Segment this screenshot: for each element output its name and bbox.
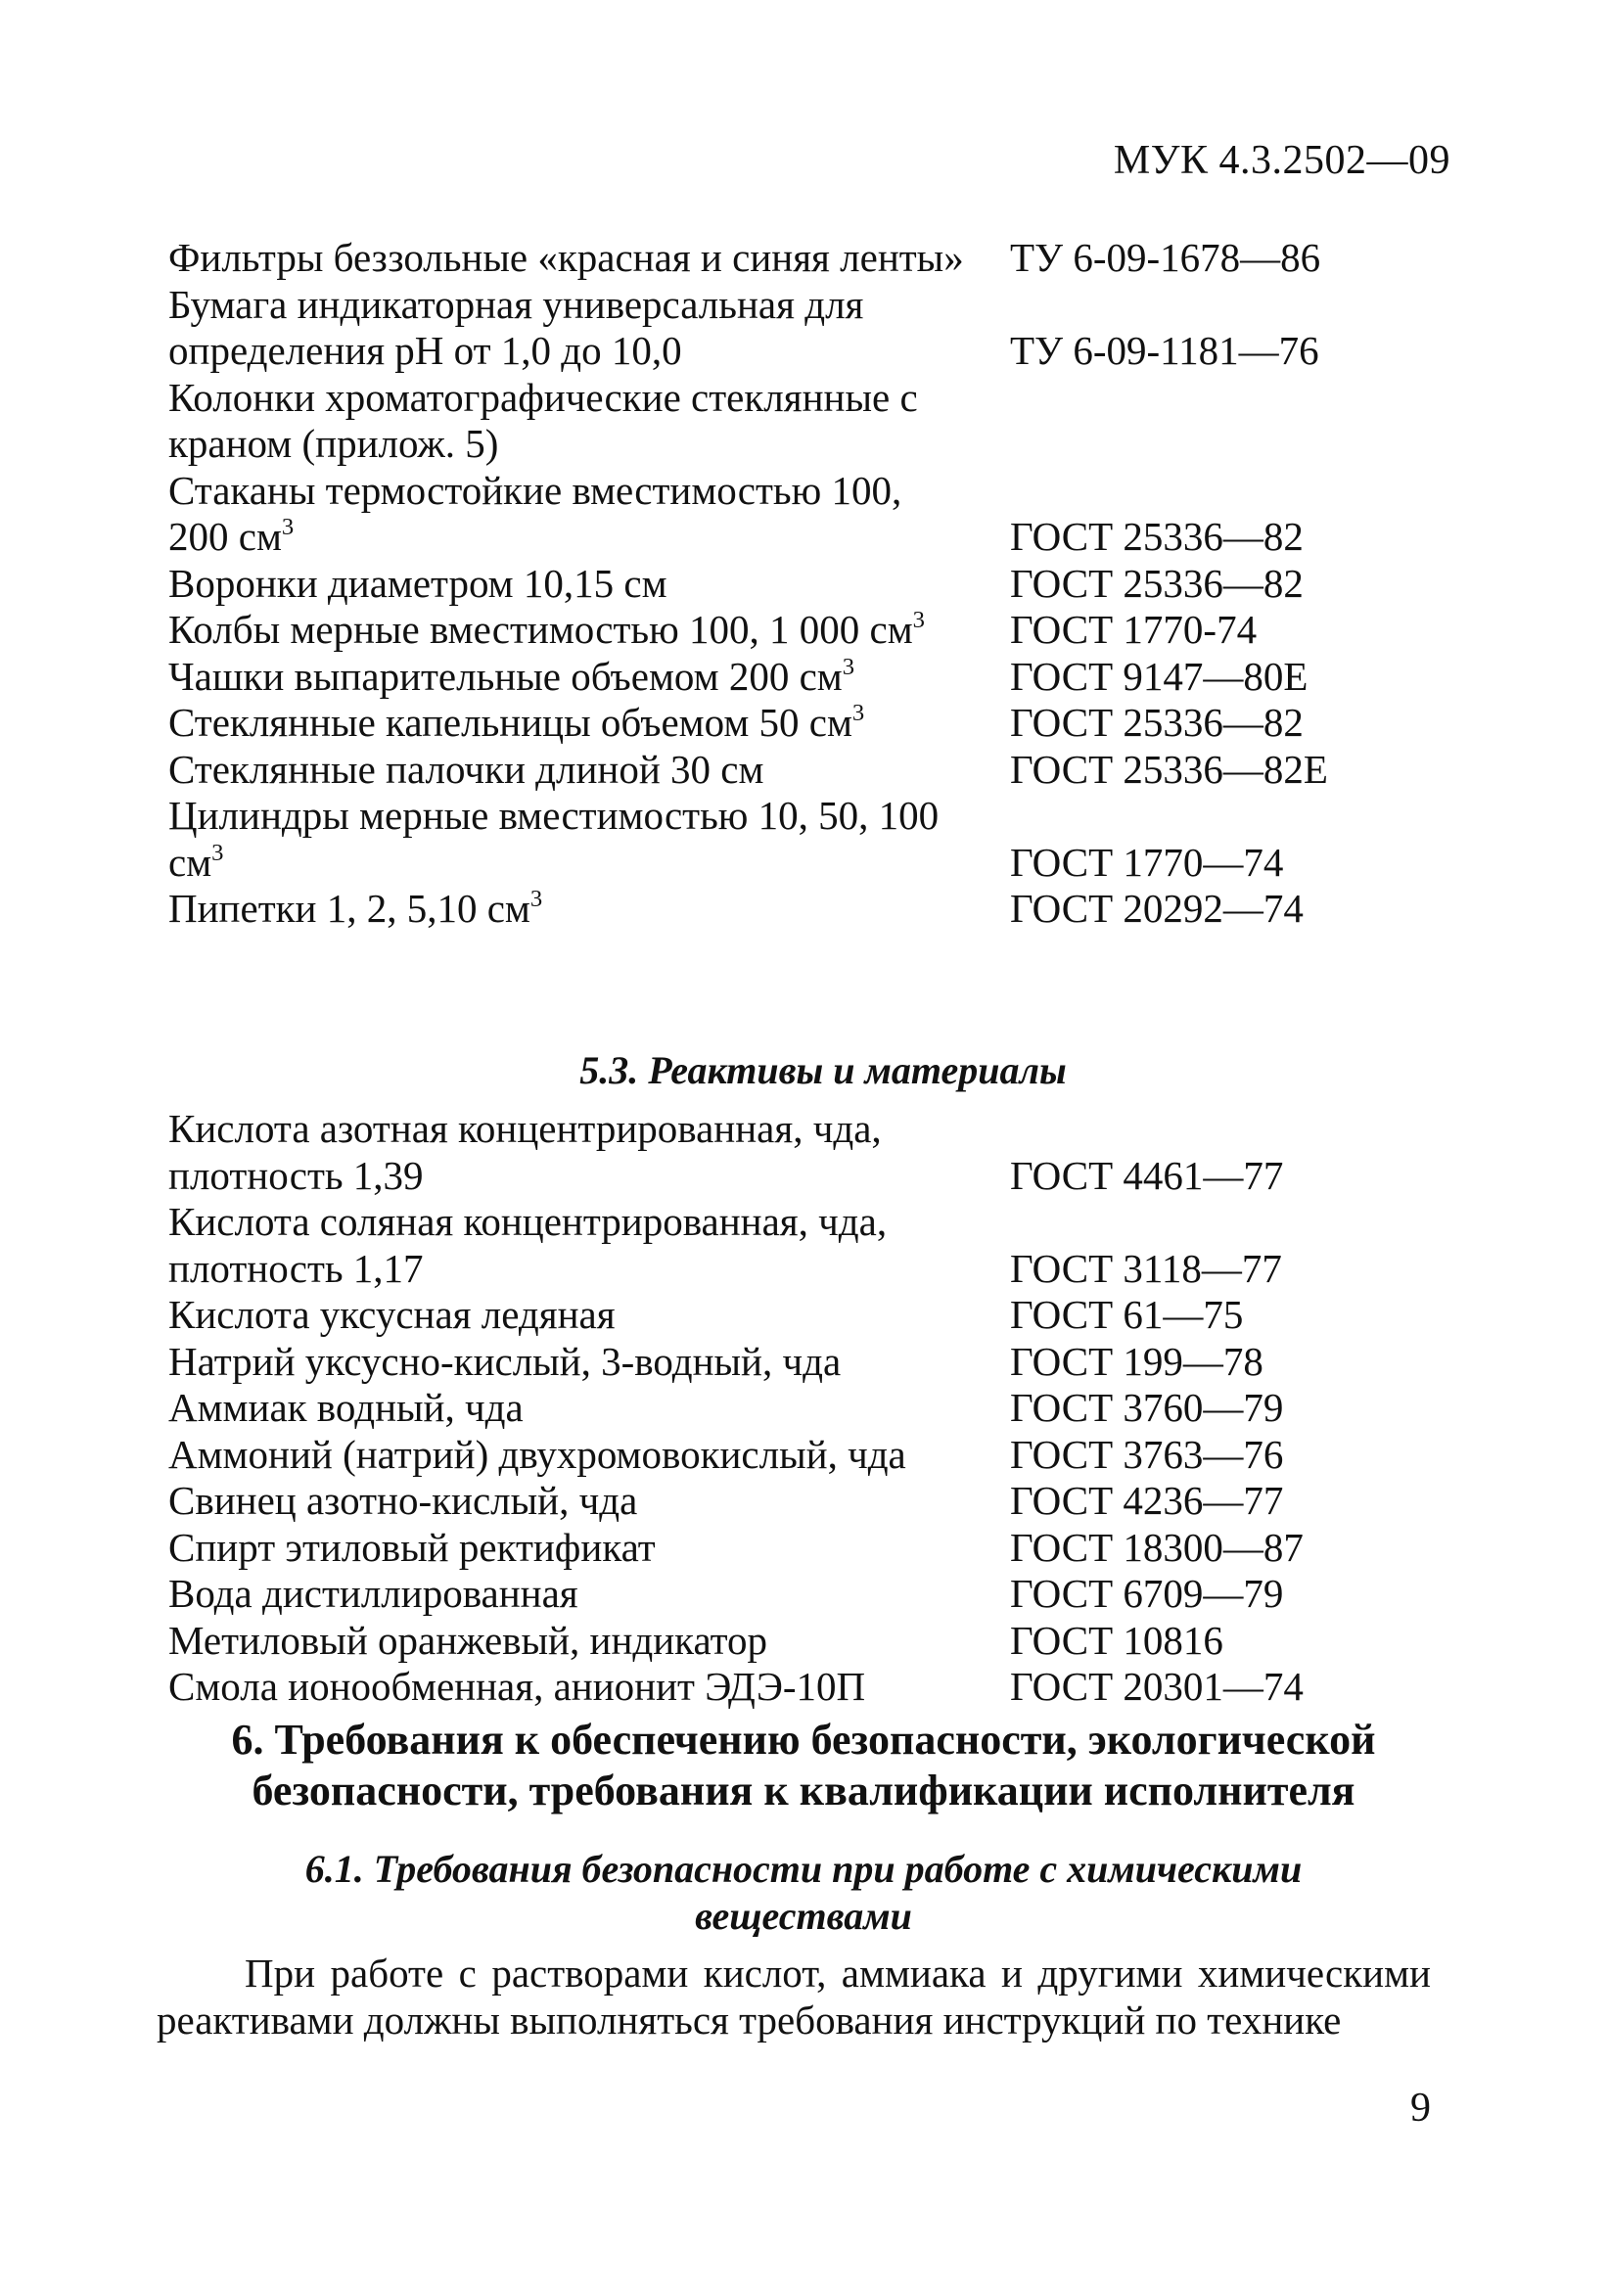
item-standard: ГОСТ 199—78 bbox=[1010, 1338, 1263, 1384]
item-name: Бумага индикаторная универсальная для определения pH от 1,0 до 10,0 bbox=[168, 281, 864, 373]
item-standard: ГОСТ 10816 bbox=[1010, 1617, 1223, 1663]
list-item bbox=[168, 468, 1441, 561]
list-item bbox=[168, 700, 1441, 747]
item-name: Метиловый оранжевый, индикатор bbox=[168, 1617, 767, 1663]
list-item bbox=[168, 1618, 1441, 1665]
document-code: МУК 4.3.2502—09 bbox=[1113, 138, 1450, 183]
list-item bbox=[168, 747, 1441, 794]
item-name: Аммоний (натрий) двухромовокислый, чда bbox=[168, 1431, 906, 1477]
item-standard: ГОСТ 61—75 bbox=[1010, 1292, 1244, 1337]
item-name: Колбы мерные вместимостью 100, 1 000 $см^3$ bbox=[168, 607, 925, 652]
item-name: Воронки диаметром 10,15 см bbox=[168, 560, 667, 606]
list-item bbox=[168, 282, 1441, 375]
list-item bbox=[168, 1106, 1441, 1199]
item-standard: ГОСТ 6709—79 bbox=[1010, 1571, 1284, 1616]
safety-paragraph: При работе с растворами кислот, аммиака и другими химическими реактивами должны выполняться требования инструкций по технике bbox=[157, 1951, 1431, 2043]
section-6-1-title: 6.1. Требования безопасности при работе с химическими веществами bbox=[304, 1847, 1303, 1938]
unit-superscript: 3 bbox=[912, 607, 925, 634]
item-name: Спирт этиловый ректификат bbox=[168, 1524, 656, 1570]
item-standard: ГОСТ 4461—77 bbox=[1010, 1152, 1284, 1198]
list-item bbox=[168, 1339, 1441, 1386]
item-standard: ГОСТ 4236—77 bbox=[1010, 1478, 1284, 1523]
item-name: Аммиак водный, чда bbox=[168, 1385, 524, 1430]
list-item bbox=[168, 375, 1441, 468]
item-name: Стеклянные капельницы объемом 50 $см^3$ bbox=[168, 700, 865, 745]
list-item bbox=[168, 1664, 1441, 1711]
unit-superscript: 3 bbox=[529, 886, 543, 913]
reagents-list bbox=[168, 1106, 1441, 1711]
item-standard: ГОСТ 9147—80Е bbox=[1010, 653, 1309, 699]
unit-superscript: 3 bbox=[851, 700, 865, 727]
item-name: Колонки хроматографические стеклянные с краном (прилож. 5) bbox=[168, 374, 918, 466]
item-standard: ГОСТ 20292—74 bbox=[1010, 886, 1304, 931]
list-item bbox=[168, 1292, 1441, 1339]
item-name: Кислота азотная концентрированная, чда, плотность 1,39 bbox=[168, 1106, 882, 1198]
item-standard: ГОСТ 3760—79 bbox=[1010, 1385, 1284, 1430]
list-item bbox=[168, 1385, 1441, 1432]
item-standard: ГОСТ 25336—82 bbox=[1010, 514, 1304, 559]
section-6-title: 6. Требования к обеспечению безопасности, экологической безопасности, требования к квалификации исполнителя bbox=[231, 1716, 1376, 1814]
item-name: Кислота соляная концентрированная, чда, плотность 1,17 bbox=[168, 1199, 888, 1291]
list-item bbox=[168, 1199, 1441, 1292]
item-standard: ГОСТ 3118—77 bbox=[1010, 1245, 1282, 1291]
item-name: Цилиндры мерные вместимостью 10, 50, 100 $см^3$ bbox=[168, 793, 940, 885]
reagents-section-title: 5.3. Реактивы и материалы bbox=[579, 1048, 1067, 1092]
list-item bbox=[168, 1478, 1441, 1525]
item-standard: ГОСТ 1770-74 bbox=[1010, 607, 1258, 652]
item-standard: ТУ 6-09-1181—76 bbox=[1010, 328, 1319, 373]
list-item bbox=[168, 607, 1441, 654]
list-item bbox=[168, 1525, 1441, 1572]
item-standard: ГОСТ 20301—74 bbox=[1010, 1664, 1304, 1709]
item-standard: ГОСТ 18300—87 bbox=[1010, 1524, 1304, 1570]
list-item bbox=[168, 1571, 1441, 1618]
item-name: Стаканы термостойкие вместимостью 100, 200 $см^3$ bbox=[168, 467, 902, 559]
item-standard: ГОСТ 25336—82 bbox=[1010, 560, 1304, 606]
item-name: Фильтры беззольные «красная и синяя ленты» bbox=[168, 235, 964, 280]
list-item bbox=[168, 561, 1441, 608]
item-standard: ГОСТ 1770—74 bbox=[1010, 839, 1284, 885]
item-name: Смола ионообменная, анионит ЭДЭ-10П bbox=[168, 1664, 866, 1709]
item-name: Свинец азотно-кислый, чда bbox=[168, 1478, 638, 1523]
item-name: Чашки выпарительные объемом 200 $см^3$ bbox=[168, 653, 855, 699]
list-item bbox=[168, 654, 1441, 701]
item-name: Стеклянные палочки длиной 30 см bbox=[168, 746, 764, 792]
list-item bbox=[168, 793, 1441, 886]
list-item bbox=[168, 886, 1441, 933]
item-name: Натрий уксусно-кислый, 3-водный, чда bbox=[168, 1338, 842, 1384]
page-number: 9 bbox=[1410, 2086, 1431, 2131]
unit-superscript: 3 bbox=[281, 514, 295, 541]
item-standard: ГОСТ 25336—82 bbox=[1010, 700, 1304, 745]
item-standard: ГОСТ 3763—76 bbox=[1010, 1431, 1284, 1477]
item-name: Пипетки 1, 2, 5,10 $см^3$ bbox=[168, 886, 543, 931]
unit-superscript: 3 bbox=[842, 653, 855, 680]
item-standard: ТУ 6-09-1678—86 bbox=[1010, 235, 1321, 280]
list-item bbox=[168, 1432, 1441, 1479]
list-item bbox=[168, 235, 1441, 282]
equipment-list bbox=[168, 235, 1441, 933]
item-name: Вода дистиллированная bbox=[168, 1571, 578, 1616]
item-name: Кислота уксусная ледяная bbox=[168, 1292, 616, 1337]
item-standard: ГОСТ 25336—82Е bbox=[1010, 746, 1328, 792]
unit-superscript: 3 bbox=[211, 839, 224, 866]
